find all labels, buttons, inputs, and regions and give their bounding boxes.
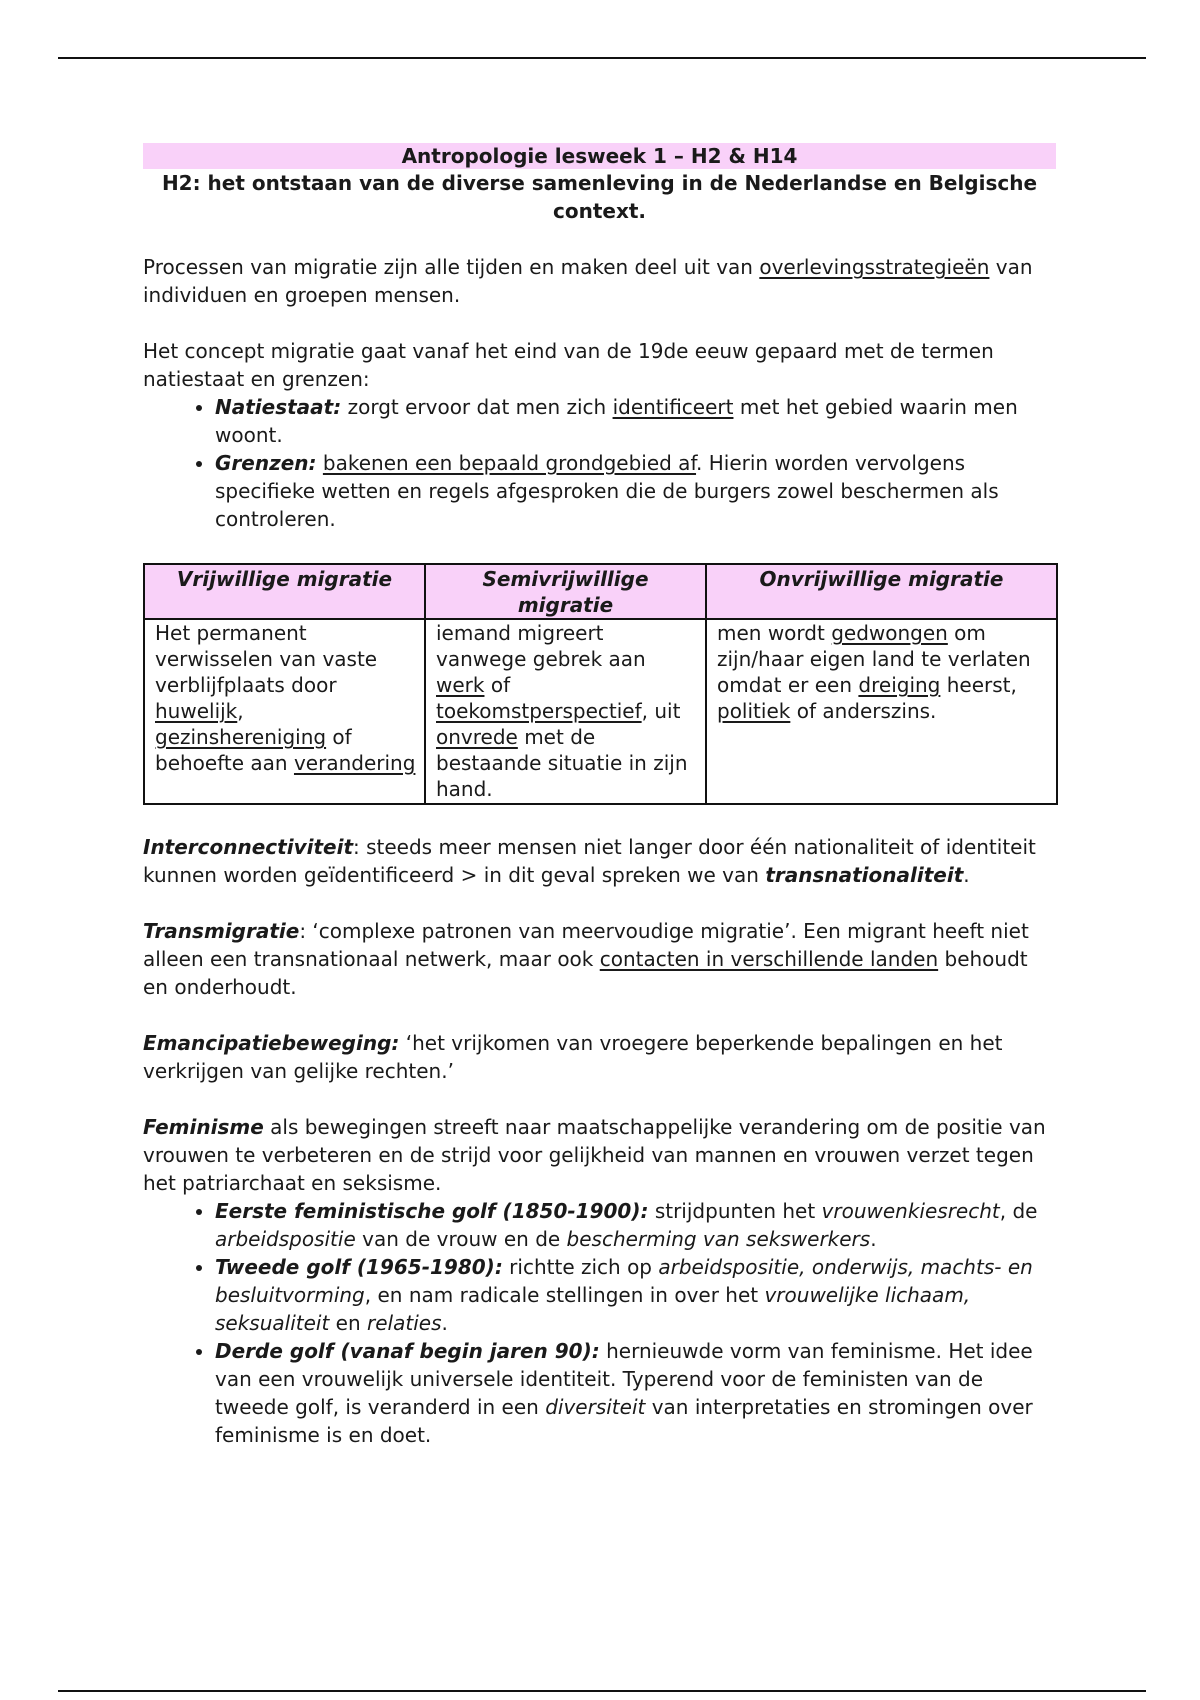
table-header: Semivrijwillige migratie [425, 564, 706, 619]
table-cell: Het permanent verwisselen van vaste verblijfplaats door huwelijk, gezinshereniging of behoefte aan verandering [144, 619, 425, 804]
table-header: Vrijwillige migratie [144, 564, 425, 619]
list-item: • Tweede golf (1965-1980): richtte zich op arbeidspositie, onderwijs, machts- en besluitvorming, en nam radicale stellingen in over het vrouwelijke lichaam, seksualiteit en relaties. [215, 1253, 1056, 1337]
table-row [144, 619, 1057, 804]
underlined-term: overlevingsstrategieën [759, 255, 990, 279]
intro-paragraph: Processen van migratie zijn alle tijden en maken deel uit van overlevingsstrategieën van individuen en groepen mensen. [143, 255, 1033, 307]
definition-interconnectiviteit: Interconnectiviteit: steeds meer mensen niet langer door één nationaliteit of identiteit kunnen worden geïdentificeerd > in dit geval spreken we van transnationaliteit. [143, 835, 1036, 887]
footer-rule [58, 1690, 1146, 1692]
list-item: • Natiestaat: zorgt ervoor dat men zich identificeert met het gebied waarin men woont. [215, 393, 1056, 449]
definition-transmigratie: Transmigratie: ‘complexe patronen van meervoudige migratie’. Een migrant heeft niet alleen een transnationaal netwerk, maar ook contacten in verschillende landen behoudt en onderhoudt. [143, 919, 1029, 999]
table-header-row [144, 564, 1057, 619]
chapter-heading: H2: het ontstaan van de diverse samenleving in de Nederlandse en Belgische context. [161, 171, 1038, 223]
table-header: Onvrijwillige migratie [706, 564, 1057, 619]
feminism-waves-list [143, 1197, 1056, 1449]
list-item: • Derde golf (vanaf begin jaren 90): hernieuwde vorm van feminisme. Het idee van een vrouwelijk universele identiteit. Typerend voor de feministen van de tweede golf, is veranderd in een diversiteit van interpretaties en stromingen over feminisme is en doet. [215, 1337, 1056, 1449]
migration-table [143, 563, 1058, 805]
concept-paragraph: Het concept migratie gaat vanaf het eind van de 19de eeuw gepaard met de termen natiestaat en grenzen: [143, 339, 994, 391]
document-body [143, 143, 1056, 1449]
definition-emancipatiebeweging: Emancipatiebeweging: ‘het vrijkomen van vroegere beperkende bepalingen en het verkrijgen van gelijke rechten.’ [143, 1031, 1003, 1083]
concept-list [143, 393, 1056, 533]
table-cell: men wordt gedwongen om zijn/haar eigen land te verlaten omdat er een dreiging heerst, politiek of anderszins. [706, 619, 1057, 804]
list-item: • Grenzen: bakenen een bepaald grondgebied af. Hierin worden vervolgens specifieke wetten en regels afgesproken die de burgers zowel beschermen als controleren. [215, 449, 1056, 533]
table-cell: iemand migreert vanwege gebrek aan werk of toekomstperspectief, uit onvrede met de bestaande situatie in zijn hand. [425, 619, 706, 804]
header-rule [58, 57, 1146, 59]
page-title: Antropologie lesweek 1 – H2 & H14 [143, 143, 1056, 169]
list-item: • Eerste feministische golf (1850-1900): strijdpunten het vrouwenkiesrecht, de arbeidspositie van de vrouw en de bescherming van sekswerkers. [215, 1197, 1056, 1253]
definition-feminisme: Feminisme als bewegingen streeft naar maatschappelijke verandering om de positie van vrouwen te verbeteren en de strijd voor gelijkheid van mannen en vrouwen verzet tegen het patriarchaat en seksisme. [143, 1115, 1046, 1195]
